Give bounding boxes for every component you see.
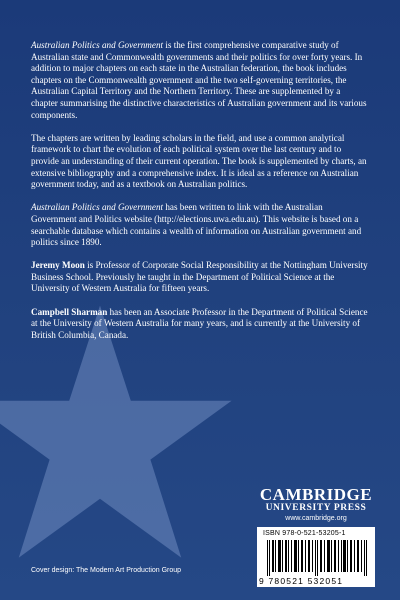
author-name: Jeremy Moon (31, 260, 85, 271)
author-bio-sharman (31, 307, 369, 342)
isbn-label: ISBN 978-0-521-53205-1 (263, 530, 346, 537)
book-title: Australian Politics and Government (31, 40, 164, 50)
blurb-paragraph-1 (31, 40, 369, 121)
author-name: Campbell Sharman (31, 306, 108, 317)
publisher-subtitle: UNIVERSITY PRESS (265, 503, 367, 513)
book-title: Australian Politics and Government (31, 202, 164, 213)
cover-design-credit: Cover design: The Modern Art Production Group (31, 567, 182, 574)
isbn-barcode (257, 527, 375, 587)
blurb-text-1: is the first comprehensive comparative study of Australian state and Commonwealth governments and their politics for over forty years. In addition to major chapters on each state in the Australian federation, the book includes chapters on the Commonwealth government and the two self-governing territories, the Australian Capital Territory and the Northern Territory. These are supplemented by a chapter summarising the distinctive characteristics of Australian government and its various components. (31, 40, 367, 120)
blurb-paragraph-3 (31, 202, 369, 248)
barcode-number: 9 780521 532051 (259, 576, 344, 586)
author-bio-text: has been an Associate Professor in the Department of Political Science at the University of Western Australia for many years, and is currently at the University of British Columbia, Canada. (31, 306, 368, 340)
back-cover-copy (31, 40, 369, 353)
blurb-paragraph-2 (31, 133, 369, 191)
author-bio-moon (31, 260, 369, 295)
publisher-url: www.cambridge.org (285, 515, 347, 522)
publisher-logo (256, 486, 376, 523)
blurb-text-2: The chapters are written by leading scholars in the field, and use a common analytical framework to chart the evolution of each political system over the last century and to provide an understanding of their current operation. The book is supplemented by charts, an extensive bibliography and a comprehensive index. It is ideal as a reference on Australian government today, and as a textbook on Australian politics. (31, 132, 367, 190)
blurb-text-3: has been written to link with the Australian Government and Politics website (http://elections.uwa.edu.au). This website is based on a searchable database which contains a wealth of information on Australian government and politics since 1890. (31, 202, 362, 248)
author-bio-text: is Professor of Corporate Social Responsibility at the Nottingham University Business School. Previously he taught in the Department of Political Science at the University of Western Australia for fifteen years. (31, 260, 368, 294)
publisher-name: CAMBRIDGE (259, 485, 373, 504)
barcode-icon (267, 540, 367, 576)
